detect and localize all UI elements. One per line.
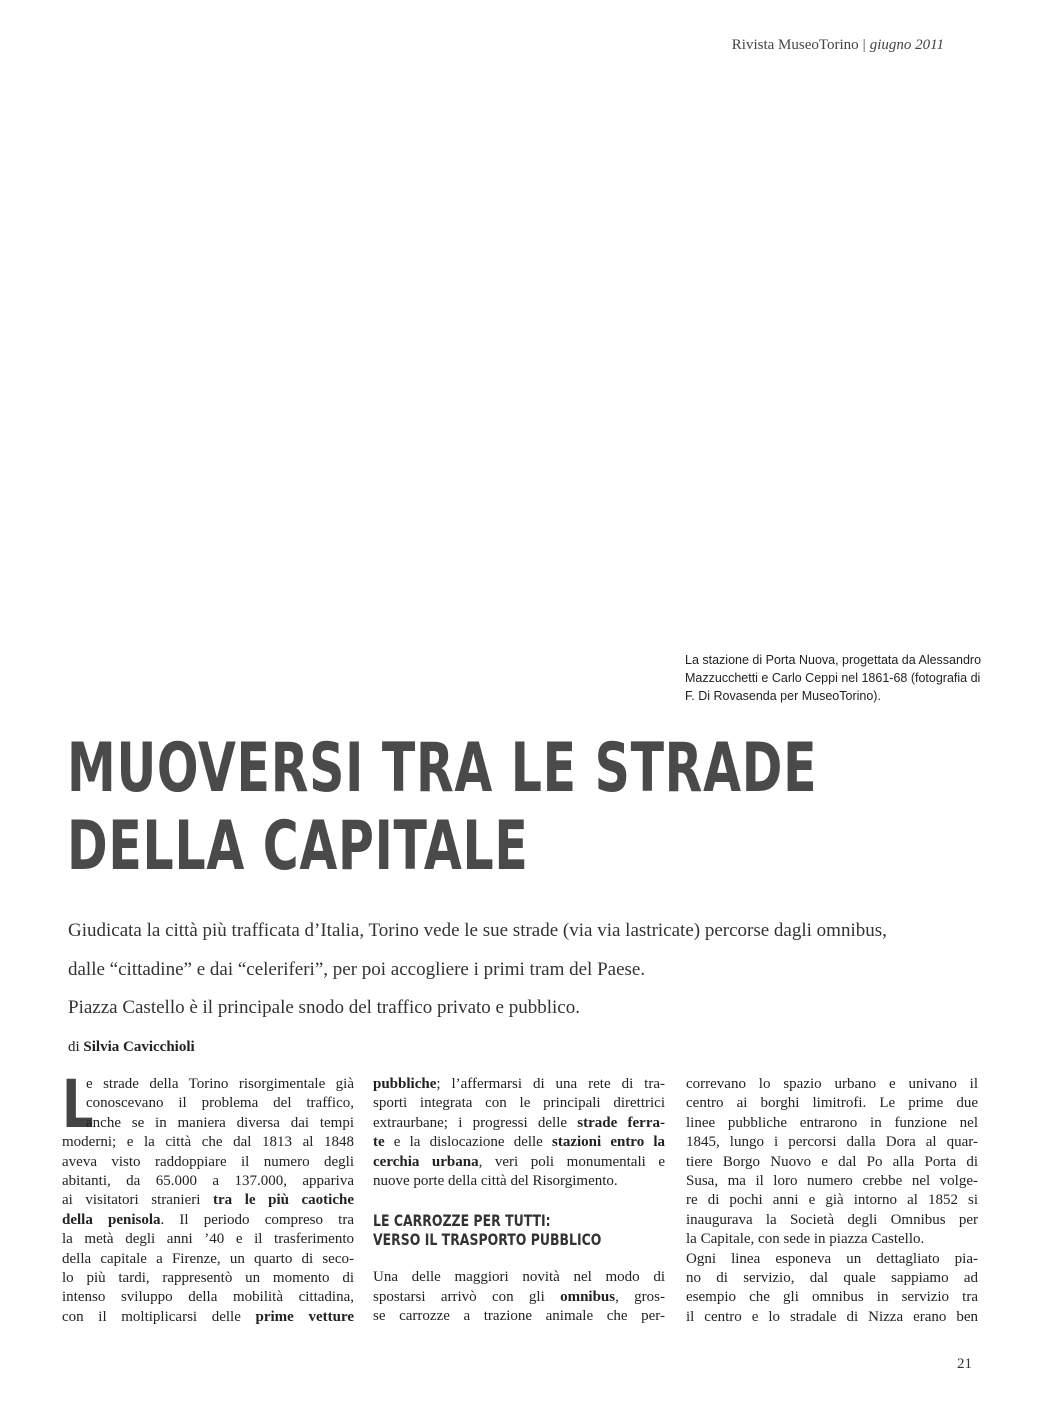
body-line: ai visitatori stranieri tra le più caotiche [62, 1192, 354, 1209]
bold-phrase: te [373, 1134, 385, 1151]
photo-area [0, 70, 1038, 640]
body-line: te e la dislocazione delle stazioni entro la [373, 1134, 666, 1151]
running-header [732, 37, 944, 54]
issue-date: giugno 2011 [869, 37, 944, 53]
body-line: e strade della Torino risorgimentale già [86, 1076, 354, 1092]
body-line: intenso sviluppo della mobilità cittadina, [62, 1289, 354, 1306]
body-line: conoscevano il problema del traffico, [86, 1095, 354, 1112]
bold-phrase: tra le più caotiche [213, 1192, 354, 1209]
title-line-1: MUOVERSI TRA LE STRADE [67, 729, 818, 808]
body-line: della penisola. Il periodo compreso tra [62, 1211, 354, 1228]
body-line: esempio che gli omnibus in servizio tra [686, 1289, 978, 1306]
caption-line: Mazzucchetti e Carlo Ceppi nel 1861-68 (fotografia di [685, 671, 981, 685]
caption-line: F. Di Rovasenda per MuseoTorino). [685, 689, 881, 703]
body-line: lo più tardi, rappresentò un momento di [62, 1269, 354, 1286]
body-line: moderni; e la città che dal 1813 al 1848 [62, 1134, 354, 1151]
photo-caption [685, 651, 985, 705]
body-line: con il moltiplicarsi delle prime vetture [62, 1308, 355, 1325]
body-line: la Capitale, con sede in piazza Castello. [686, 1231, 925, 1248]
bold-phrase: stazioni entro la [552, 1134, 666, 1151]
body-column-1 [62, 1066, 355, 1327]
author-name: Silvia Cavicchioli [83, 1039, 195, 1055]
lead-line: dalle “cittadine” e dai “celeriferi”, per poi accogliere i primi tram del Paese. [68, 958, 646, 980]
body-line: la metà degli anni ’40 e il trasferimento [62, 1231, 354, 1248]
body-line: aveva visto raddoppiare il numero degli [62, 1153, 354, 1170]
body-line: tiere Borgo Nuovo e dal Po alla Porta di [686, 1153, 978, 1170]
body-line: nuove porte della città del Risorgimento. [373, 1172, 618, 1189]
bold-phrase: omnibus [560, 1288, 616, 1305]
body-line: se carrozze a trazione animale che per- [373, 1307, 665, 1324]
body-line: pubbliche; l’affermarsi di una rete di tra- [373, 1076, 665, 1092]
body-line: abitanti, da 65.000 a 137.000, appariva [62, 1172, 354, 1189]
body-line: Una delle maggiori novità nel modo di [373, 1269, 665, 1286]
body-line: re di pochi anni e già intorno al 1852 si [686, 1192, 978, 1209]
body-line: anche se in maniera diversa dai tempi [86, 1114, 354, 1131]
bold-phrase: pubbliche [373, 1076, 437, 1092]
body-line: spostarsi arrivò con gli omnibus, gros- [373, 1288, 666, 1305]
article-lead [68, 912, 988, 1028]
publication-name: Rivista MuseoTorino [731, 37, 859, 53]
body-column-3 [686, 1075, 978, 1327]
bold-phrase: della penisola [62, 1211, 161, 1228]
article-title [67, 730, 817, 886]
bold-phrase: cerchia urbana [373, 1153, 479, 1170]
body-line: extraurbane; i progressi delle strade ferra- [373, 1114, 665, 1131]
body-column-2 [373, 1075, 665, 1326]
lead-line: Giudicata la città più trafficata d’Italia, Torino vede le sue strade (via via lastricate) percorse dagli omnibus, [68, 920, 887, 941]
bold-phrase: prime vetture [255, 1308, 355, 1325]
byline-prefix: di [68, 1039, 80, 1055]
body-line: no di servizio, dal quale sappiamo ad [686, 1269, 978, 1286]
body-line: Ogni linea esponeva un dettagliato pia- [686, 1250, 978, 1267]
byline [68, 1039, 195, 1056]
body-line: sporti integrata con le principali direttrici [373, 1095, 665, 1112]
body-line: cerchia urbana, veri poli monumentali e [373, 1153, 666, 1170]
title-line-2: DELLA CAPITALE [67, 807, 529, 886]
body-line: linee pubbliche entrarono in funzione nel [686, 1114, 978, 1131]
caption-line: La stazione di Porta Nuova, progettata da Alessandro [685, 653, 982, 667]
header-separator: | [862, 37, 866, 53]
drop-cap: L [62, 1066, 94, 1143]
page-number: 21 [957, 1356, 972, 1372]
body-line: correvano lo spazio urbano e univano il [686, 1076, 978, 1092]
body-line: il centro e lo stradale di Nizza erano ben [686, 1308, 978, 1325]
body-line: della capitale a Firenze, un quarto di seco- [62, 1250, 354, 1267]
lead-line: Piazza Castello è il principale snodo del traffico privato e pubblico. [68, 997, 580, 1018]
body-line: inaugurava la Società degli Omnibus per [686, 1211, 978, 1228]
body-line: Susa, ma il loro numero crebbe nel volge- [686, 1172, 978, 1189]
body-line: centro ai borghi limitrofi. Le prime due [686, 1095, 978, 1112]
section-subheading: LE CARROZZE PER TUTTI: VERSO IL TRASPORTO PUBBLICO [373, 1210, 602, 1249]
bold-phrase: strade ferra- [577, 1114, 665, 1131]
body-line: 1845, lungo i percorsi dalla Dora al quar- [686, 1134, 978, 1151]
